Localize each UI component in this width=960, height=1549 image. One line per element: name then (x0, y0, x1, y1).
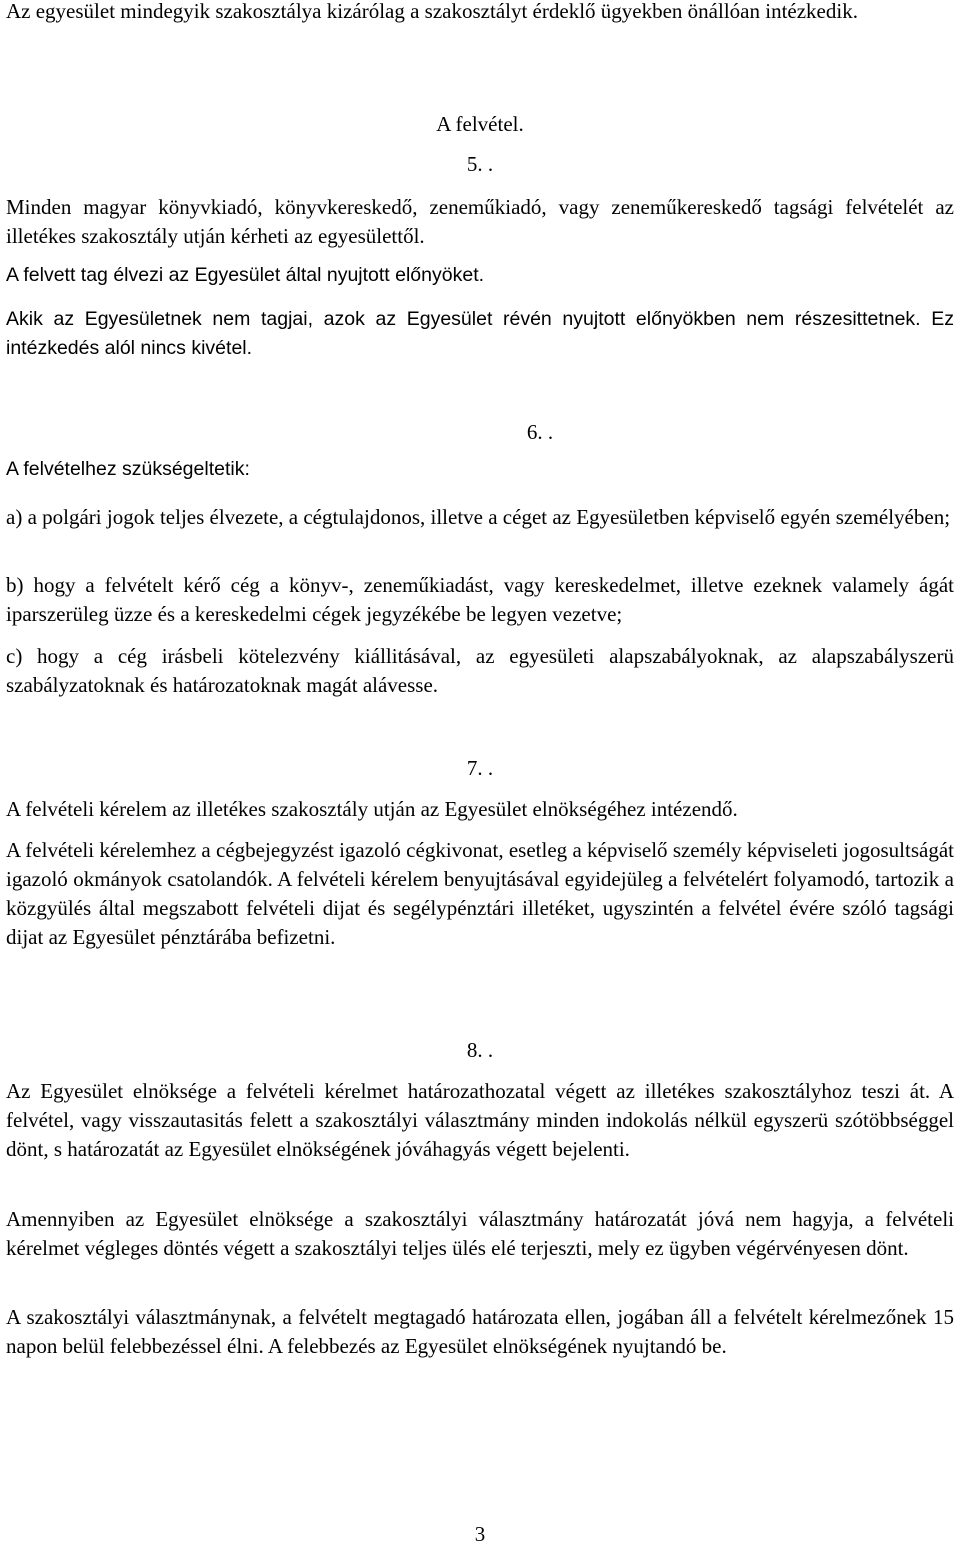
section5-paragraph-1: Minden magyar könyvkiadó, könyvkereskedő, zeneműkiadó, vagy zeneműkereskedő tagsági felvételét az illetékes szakosztály utján kérheti az egyesülettől. (6, 195, 954, 248)
section7-paragraph-1: A felvételi kérelem az illetékes szakosztály utján az Egyesület elnökségéhez intézendő. (6, 797, 738, 821)
section8-paragraph-3: A szakosztályi választmánynak, a felvételt megtagadó határozata ellen, jogában áll a felvételt kérelmezőnek 15 napon belül felebbezéssel élni. A felebbezés az Egyesület elnökségének nyujtandó be. (6, 1305, 954, 1358)
page-number: 3 (474, 1522, 486, 1546)
intro-paragraph: Az egyesület mindegyik szakosztálya kizárólag a szakosztályt érdeklő ügyekben önállóan intézkedik. (6, 0, 858, 23)
section-number-6: 6. . (526, 420, 554, 444)
section-number-8: 8. . (466, 1038, 494, 1062)
section8-paragraph-2: Amennyiben az Egyesület elnöksége a szakosztályi választmány határozatát jóvá nem hagyja, a felvételi kérelmet végleges döntés végett a szakosztályi teljes ülés elé terjeszti, mely ez ügyben végérvényesen dönt. (6, 1207, 954, 1260)
section6-item-b: b) hogy a felvételt kérő cég a könyv-, zeneműkiadást, vagy kereskedelmet, illetve ezeknek valamely ágát iparszerüleg üzze és a kereskedelmi cégek jegyzékébe be legyen vezetve; (6, 573, 954, 626)
section6-item-a: a) a polgári jogok teljes élvezete, a cégtulajdonos, illetve a céget az Egyesületben képviselő egyén személyében; (6, 505, 951, 529)
section8-paragraph-1: Az Egyesület elnöksége a felvételi kérelmet határozathozatal végett az illetékes szakosztályhoz teszi át. A felvétel, vagy visszautasitás felett a szakosztályi választmány minden indokolás nélkül egyszerü szótöbbséggel dönt, s határozatát az Egyesület elnökségének jóváhagyás végett bejelenti. (6, 1079, 954, 1161)
section6-lead: A felvételhez szükségeltetik: (6, 458, 250, 480)
section6-item-c: c) hogy a cég irásbeli kötelezvény kiállitásával, az egyesületi alapszabályoknak, az alapszabályszerü szabályzatoknak és határozatoknak magát alávesse. (6, 644, 954, 697)
section5-paragraph-2: A felvett tag élvezi az Egyesület által nyujtott előnyöket. (6, 264, 485, 286)
section-number-5: 5. . (466, 152, 494, 176)
section-title-felvetel: A felvétel. (436, 112, 524, 136)
section-number-7: 7. . (466, 756, 494, 780)
section7-paragraph-2: A felvételi kérelemhez a cégbejegyzést igazoló cégkivonat, esetleg a képviselő személy képviseleti jogosultságát igazoló okmányok csatolandók. A felvételi kérelem benyujtásával egyidejüleg a felvételért folyamodó, tartozik a közgyülés által megszabott felvételi dijat és segélypénztári illetéket, ugyszintén a felvétel évére szóló tagsági dijat az Egyesület pénztárába befizetni. (6, 838, 954, 949)
section5-paragraph-3: Akik az Egyesületnek nem tagjai, azok az Egyesület révén nyujtott előnyökben nem részesittetnek. Ez intézkedés alól nincs kivétel. (6, 308, 954, 359)
